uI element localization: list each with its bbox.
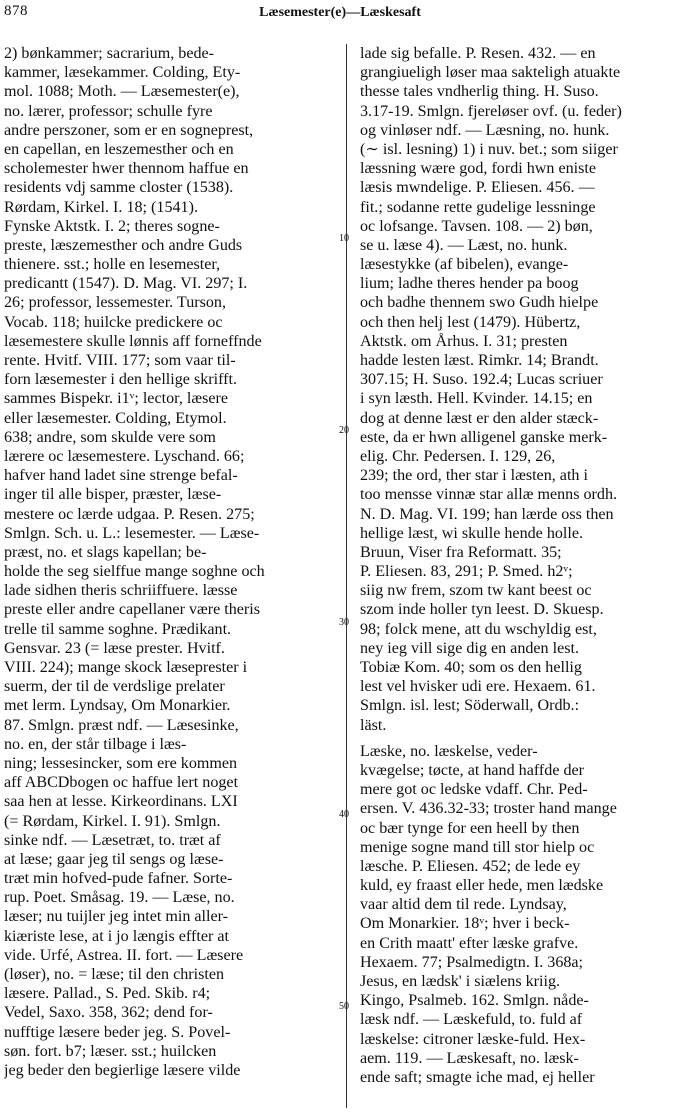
text-line: Smlgn. Sch. u. L.: lesemester. — Læse-: [4, 524, 260, 542]
text-line: P. Eliesen. 83, 291; P. Smed. h2ᵛ;: [360, 563, 573, 581]
line-number: 20: [339, 425, 349, 436]
text-line: læsche. P. Eliesen. 452; de lede ey: [360, 857, 581, 875]
text-line: läst.: [360, 716, 387, 734]
text-line: oc lofsange. Tavsen. 108. — 2) bøn,: [360, 217, 593, 235]
text-line: sinke ndf. — Læsetræt, to. træt af: [4, 831, 221, 849]
text-line: grangiueligh løser maa sakteligh atuakte: [360, 64, 621, 82]
text-line: mere got oc ledske vdaff. Chr. Ped-: [360, 781, 588, 799]
text-line: søn. fort. b7; læser. sst.; huilcken: [4, 1042, 217, 1060]
text-line: Vedel, Saxo. 358, 362; dend for-: [4, 1004, 213, 1022]
text-line: lium; ladhe theres hender pa boog: [360, 275, 579, 293]
text-line: Gensvar. 23 (= læse prester. Hvitf.: [4, 639, 225, 657]
left-text-column: [4, 44, 338, 1080]
text-line: læsere. Pallad., S. Ped. Skib. r4;: [4, 985, 211, 1003]
text-line: 239; the ord, ther star i læsten, ath i: [360, 467, 588, 485]
text-line: præst, no. et slags kapellan; be-: [4, 543, 207, 561]
text-line: kvægelse; tøcte, at hand haffde der: [360, 761, 585, 779]
text-line: este, da er hwn alligenel ganske merk-: [360, 428, 608, 446]
text-line: Om Monarkier. 18ᵛ; hver i beck-: [360, 915, 570, 933]
text-line: hellige læst, wi skulle hende holle.: [360, 524, 584, 542]
line-number: 50: [339, 1001, 349, 1012]
text-line: saa hen at lesse. Kirkeordinans. LXI: [4, 793, 238, 811]
text-line: hafver hand ladet sine strenge befal-: [4, 467, 238, 485]
text-line: menige sogne mand till stor hielp oc: [360, 838, 595, 856]
text-line: suerm, der til de verdslige prelater: [4, 678, 225, 696]
text-line: andre perszoner, som er en sogneprest,: [4, 121, 254, 139]
text-line: Jesus, en lædsk' i siælens kriig.: [360, 973, 561, 990]
text-line: ende saft; smagte iche mad, ej heller: [360, 1068, 595, 1086]
text-line: mestere oc lærde udgaa. P. Resen. 275;: [4, 505, 255, 523]
text-line: (= Rørdam, Kirkel. I. 91). Smlgn.: [4, 812, 221, 830]
text-line: læskelse: citroner læske-fuld. Hex-: [360, 1030, 586, 1048]
text-line: vide. Urfé, Astrea. II. fort. — Læsere: [4, 946, 244, 964]
page-number: 878: [4, 3, 28, 19]
text-line: N. D. Mag. VI. 199; han lærde oss then: [360, 505, 614, 523]
text-line: kammer, læsekammer. Colding, Ety-: [4, 64, 241, 82]
text-line: en capellan, en leszemesther och en: [4, 140, 234, 158]
text-line: thienere. sst.; holle en lesemester,: [4, 256, 221, 274]
text-line: jeg beder den begierlige læsere vilde: [4, 1061, 241, 1079]
text-line: forn læsemester i den hellige skrifft.: [4, 371, 238, 389]
text-line: læsemestere skulle lønnis aff forneffnde: [4, 332, 262, 350]
text-line: læser; nu tuijler jeg intet min aller-: [4, 908, 229, 926]
text-line: læssning wære god, fordi hwn eniste: [360, 160, 597, 178]
text-line: oc bær tynge for een heell by then: [360, 819, 580, 837]
text-line: Fynske Aktstk. I. 2; theres sogne-: [4, 217, 220, 235]
text-line: (løser), no. = læse; til den christen: [4, 966, 225, 983]
text-line: ersen. V. 436.32-33; troster hand mange: [360, 800, 617, 818]
text-line: preste, læszemesther och andre Guds: [4, 236, 243, 254]
text-line: inger til alle bisper, præster, læse-: [4, 486, 222, 504]
text-line: met lerm. Lyndsay, Om Monarkier.: [4, 697, 231, 715]
text-line: Aktstk. om Århus. I. 31; presten: [360, 332, 568, 350]
page-header-title: Læsemester(e)—Læskesaft: [259, 5, 421, 20]
text-line: læsk ndf. — Læskefuld, to. fuld af: [360, 1011, 583, 1029]
text-line: holde the seg sielffue mange soghne och: [4, 563, 265, 581]
text-line: preste eller andre capellaner være theris: [4, 601, 261, 619]
text-line: szom inde holler tyn leest. D. Skuesp.: [360, 601, 604, 619]
text-line: dog at denne læst er den alder stæck-: [360, 409, 599, 427]
text-line: lest vel hvisker udi ere. Hexaem. 61.: [360, 678, 596, 696]
text-line: trelle til samme soghne. Prædikant.: [4, 620, 232, 638]
text-line: lærere oc læsemestere. Lyschand. 66;: [4, 447, 245, 465]
text-line: aem. 119. — Læskesaft, no. læsk-: [360, 1049, 579, 1067]
text-line: sammes Bispekr. i1ᵛ; lector, læsere: [4, 390, 228, 408]
text-line: (∼ isl. lesning) 1) i nuv. bet.; som siiger: [360, 140, 618, 158]
text-line: elig. Chr. Pedersen. I. 129, 26,: [360, 447, 556, 465]
text-line: Læske, no. læskelse, veder-: [360, 742, 538, 760]
text-line: no. lærer, professor; schulle fyre: [4, 102, 213, 120]
text-line: se u. læse 4). — Læst, no. hunk.: [360, 236, 568, 254]
text-line: thesse tales vndherlig thing. H. Suso.: [360, 83, 599, 101]
text-line: læsestykke (af bibelen), evange-: [360, 256, 569, 274]
line-number: 30: [339, 617, 349, 628]
text-line: nufftige læsere beder jeg. S. Povel-: [4, 1023, 231, 1041]
text-line: Kingo, Psalmeb. 162. Smlgn. nåde-: [360, 992, 589, 1010]
text-line: Tobiæ Kom. 40; som os den hellig: [360, 659, 582, 676]
text-line: siig nw frem, szom tw kant beest oc: [360, 582, 592, 600]
text-line: fit.; sodanne rette gudelige lessninge: [360, 198, 596, 216]
text-line: ney ieg vill sige dig en anden lest.: [360, 639, 580, 657]
text-line: og vinløser ndf. — Læsning, no. hunk.: [360, 121, 610, 139]
text-line: 26; professor, lessemester. Turson,: [4, 294, 226, 312]
text-line: VIII. 224); mange skock læseprester i: [4, 659, 248, 676]
text-line: 87. Smlgn. præst ndf. — Læsesinke,: [4, 716, 239, 734]
text-line: mol. 1088; Moth. — Læsemester(e),: [4, 83, 240, 101]
line-number: 10: [339, 233, 349, 244]
text-line: ning; lessesincker, som ere kommen: [4, 754, 238, 772]
text-line: rente. Hvitf. VIII. 177; som vaar til-: [4, 352, 236, 369]
column-divider: [346, 44, 347, 1108]
text-line: Bruun, Viser fra Reformatt. 35;: [360, 543, 562, 561]
text-line: kuld, ey fraast eller hede, men lædske: [360, 877, 604, 895]
text-line: en Crith maatt' efter læske grafve.: [360, 934, 579, 952]
text-line: Hexaem. 77; Psalmedigtn. I. 368a;: [360, 953, 584, 971]
text-line: Vocab. 118; huilcke predickere oc: [4, 313, 223, 331]
text-line: rup. Poet. Småsag. 19. — Læse, no.: [4, 889, 235, 907]
text-line: vaar altid dem til rede. Lyndsay,: [360, 896, 567, 914]
text-line: eller læsemester. Colding, Etymol.: [4, 409, 227, 427]
text-line: 307.15; H. Suso. 192.4; Lucas scriuer: [360, 371, 603, 389]
text-line: too mensse vinnæ star allæ menns ordh.: [360, 486, 618, 504]
text-line: kiæriste lese, at i jo længis effter at: [4, 927, 229, 945]
text-line: træt min hofved-pude fafner. Sorte-: [4, 870, 233, 888]
text-line: i syn læsth. Hell. Kvinder. 14.15; en: [360, 390, 593, 408]
text-line: scholemester hwer thennom haffue en: [4, 160, 249, 178]
right-text-column: [360, 44, 676, 1087]
text-line: Rørdam, Kirkel. I. 18; (1541).: [4, 198, 198, 216]
text-line: predicantt (1547). D. Mag. VI. 297; I.: [4, 275, 248, 293]
text-line: residents vdj samme closter (1538).: [4, 179, 234, 197]
text-line: no. en, der står tilbage i læs-: [4, 735, 187, 753]
text-line: och badhe thennem swo Gudh hielpe: [360, 294, 599, 312]
text-line: aff ABCDbogen oc haffue lert noget: [4, 774, 239, 792]
text-line: at læse; gaar jeg til sengs og læse-: [4, 850, 224, 868]
text-line: hadde lesten læst. Rimkr. 14; Brandt.: [360, 352, 599, 369]
text-line: 2) bønkammer; sacrarium, bede-: [4, 45, 215, 62]
text-line: 3.17-19. Smlgn. fjereløser ovf. (u. feder): [360, 102, 622, 120]
text-line: lade sig befalle. P. Resen. 432. — en: [360, 45, 596, 62]
text-line: 638; andre, som skulde vere som: [4, 428, 216, 446]
text-line: lade sidhen theris schriiffuere. læsse: [4, 582, 238, 600]
text-line: [360, 735, 676, 742]
text-line: læsis mwndelige. P. Eliesen. 456. —: [360, 179, 595, 197]
text-line: Smlgn. isl. lest; Söderwall, Ordb.:: [360, 697, 580, 715]
text-line: och then helj lest (1479). Hübertz,: [360, 313, 581, 331]
text-line: 98; folck mene, att du wschyldig est,: [360, 620, 597, 638]
line-number: 40: [339, 809, 349, 820]
